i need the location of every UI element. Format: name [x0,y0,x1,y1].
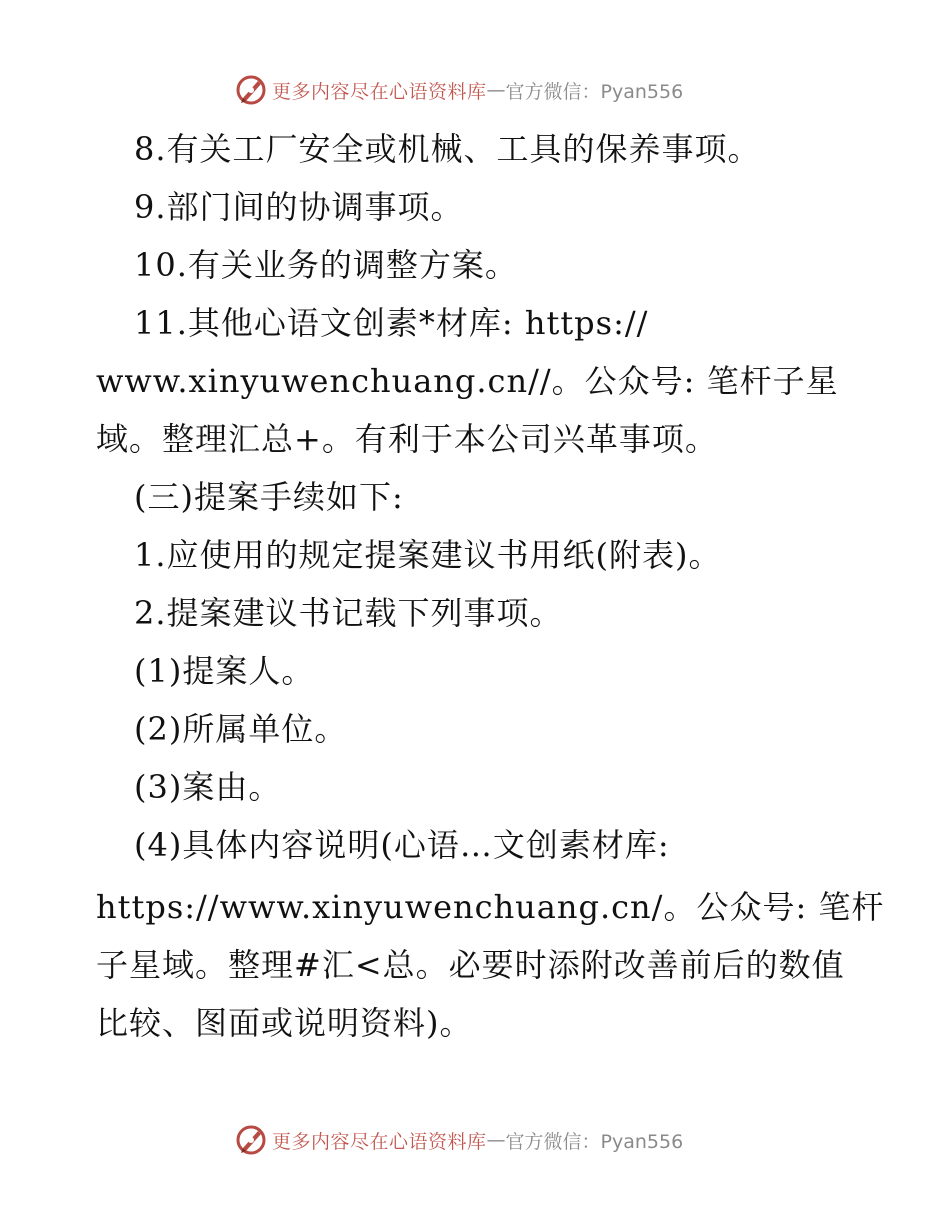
footer-contact-text: 官方微信：Pyan556 [505,1130,684,1153]
body-line: 域。整理汇总+。有利于本公司兴革事项。 [96,420,718,458]
body-line: 8.有关工厂安全或机械、工具的保养事项。 [134,130,761,168]
body-line: (3)案由。 [134,768,282,806]
footer-brand-text: 更多内容尽在心语资料库 [272,1130,487,1153]
body-line: 子星域。整理#汇<总。必要时添附改善前后的数值 [96,946,845,984]
pen-logo-icon [234,1123,268,1157]
body-line: https://www.xinyuwenchuang.cn/。公众号: 笔杆 [96,888,885,926]
header-separator: — [486,79,506,101]
body-line: (4)具体内容说明(心语…文创素材库: [134,826,670,864]
header-brand-text: 更多内容尽在心语资料库 [272,80,487,103]
body-line: 比较、图面或说明资料)。 [96,1004,473,1042]
header-banner [0,70,950,110]
body-line: 10.有关业务的调整方案。 [134,246,518,284]
header-banner-content [234,70,683,110]
body-line: www.xinyuwenchuang.cn//。公众号: 笔杆子星 [96,362,839,400]
pen-logo-icon [234,73,268,107]
footer-separator: — [486,1129,506,1151]
body-line: (2)所属单位。 [134,710,348,748]
footer-banner [0,1120,950,1160]
body-line: (1)提案人。 [134,652,315,690]
body-line: 11.其他心语文创素*材库: https:// [134,304,649,342]
section-heading: (三)提案手续如下: [134,478,404,516]
body-line: 1.应使用的规定提案建议书用纸(附表)。 [134,536,722,574]
footer-banner-content [234,1120,683,1160]
body-line: 2.提案建议书记载下列事项。 [134,594,563,632]
body-line: 9.部门间的协调事项。 [134,188,464,226]
header-contact-text: 官方微信：Pyan556 [505,80,684,103]
